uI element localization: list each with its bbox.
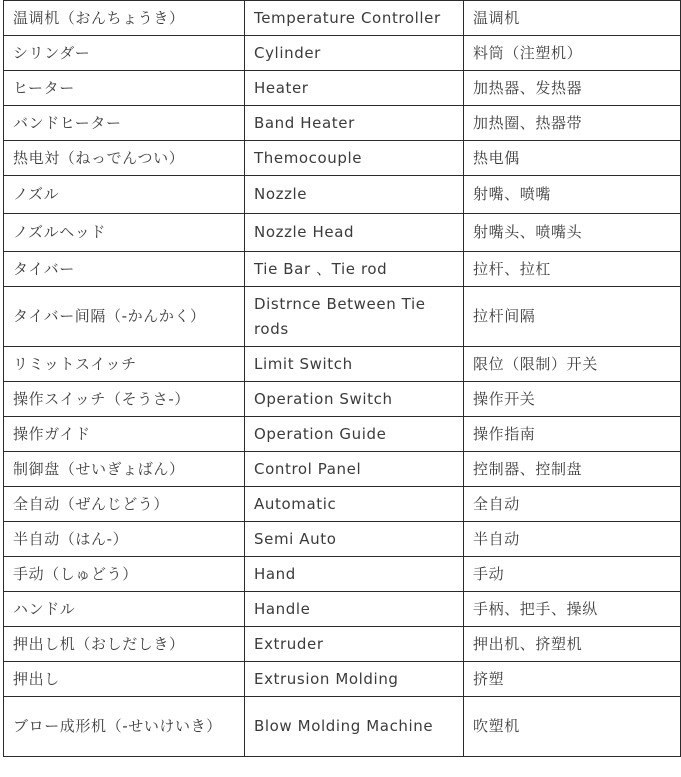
table-row <box>4 557 681 592</box>
chinese-term: 操作开关 <box>464 382 681 417</box>
english-term: Extruder <box>245 627 464 662</box>
english-term: Hand <box>245 557 464 592</box>
chinese-term: 全自动 <box>464 487 681 522</box>
japanese-term: タイバー <box>4 252 245 287</box>
chinese-term: 射嘴、喷嘴 <box>464 176 681 214</box>
japanese-term: 押出し <box>4 662 245 697</box>
english-term: Band Heater <box>245 106 464 141</box>
english-term: Nozzle Head <box>245 214 464 252</box>
table-row <box>4 347 681 382</box>
english-term: Cylinder <box>245 36 464 71</box>
japanese-term: ブロー成形机（-せいけいき） <box>4 697 245 757</box>
japanese-term: 操作スイッチ（そうさ-） <box>4 382 245 417</box>
japanese-term: 热电対（ねっでんつい） <box>4 141 245 176</box>
glossary-body <box>4 1 681 757</box>
chinese-term: 挤塑 <box>464 662 681 697</box>
japanese-term: ヒーター <box>4 71 245 106</box>
japanese-term: 押出し机（おしだしき） <box>4 627 245 662</box>
english-term: Tie Bar 、Tie rod <box>245 252 464 287</box>
table-row <box>4 214 681 252</box>
table-row <box>4 176 681 214</box>
table-row <box>4 71 681 106</box>
chinese-term: 加热圈、热器带 <box>464 106 681 141</box>
japanese-term: シリンダー <box>4 36 245 71</box>
chinese-term: 拉杆、拉杠 <box>464 252 681 287</box>
table-row <box>4 252 681 287</box>
english-term: Handle <box>245 592 464 627</box>
japanese-term: バンドヒーター <box>4 106 245 141</box>
english-term: Operation Switch <box>245 382 464 417</box>
chinese-term: 料筒（注塑机） <box>464 36 681 71</box>
english-term: Nozzle <box>245 176 464 214</box>
table-row <box>4 522 681 557</box>
glossary-table <box>3 0 681 757</box>
japanese-term: リミットスイッチ <box>4 347 245 382</box>
chinese-term: 热电偶 <box>464 141 681 176</box>
english-term: Themocouple <box>245 141 464 176</box>
english-term: Limit Switch <box>245 347 464 382</box>
table-row <box>4 287 681 347</box>
english-term: Semi Auto <box>245 522 464 557</box>
table-row <box>4 592 681 627</box>
japanese-term: 温调机（おんちょうき） <box>4 1 245 36</box>
table-row <box>4 417 681 452</box>
chinese-term: 手柄、把手、操纵 <box>464 592 681 627</box>
english-term: Temperature Controller <box>245 1 464 36</box>
japanese-term: 半自动（はん-） <box>4 522 245 557</box>
japanese-term: 手动（しゅどう） <box>4 557 245 592</box>
table-row <box>4 1 681 36</box>
chinese-term: 加热器、发热器 <box>464 71 681 106</box>
chinese-term: 温调机 <box>464 1 681 36</box>
chinese-term: 操作指南 <box>464 417 681 452</box>
english-term: Automatic <box>245 487 464 522</box>
japanese-term: ノズルヘッド <box>4 214 245 252</box>
table-row <box>4 487 681 522</box>
chinese-term: 手动 <box>464 557 681 592</box>
chinese-term: 限位（限制）开关 <box>464 347 681 382</box>
chinese-term: 控制器、控制盘 <box>464 452 681 487</box>
table-row <box>4 141 681 176</box>
table-row <box>4 36 681 71</box>
table-row <box>4 452 681 487</box>
chinese-term: 押出机、挤塑机 <box>464 627 681 662</box>
table-row <box>4 627 681 662</box>
chinese-term: 吹塑机 <box>464 697 681 757</box>
english-term: Extrusion Molding <box>245 662 464 697</box>
chinese-term: 射嘴头、喷嘴头 <box>464 214 681 252</box>
table-row <box>4 662 681 697</box>
english-term: Distrnce Between Tie rods <box>245 287 464 347</box>
english-term: Operation Guide <box>245 417 464 452</box>
japanese-term: ハンドル <box>4 592 245 627</box>
english-term: Control Panel <box>245 452 464 487</box>
english-term: Blow Molding Machine <box>245 697 464 757</box>
table-row <box>4 697 681 757</box>
japanese-term: 操作ガイド <box>4 417 245 452</box>
japanese-term: 全自动（ぜんじどう） <box>4 487 245 522</box>
table-row <box>4 382 681 417</box>
japanese-term: タイバー间隔（-かんかく） <box>4 287 245 347</box>
japanese-term: 制御盘（せいぎょばん） <box>4 452 245 487</box>
table-row <box>4 106 681 141</box>
english-term: Heater <box>245 71 464 106</box>
japanese-term: ノズル <box>4 176 245 214</box>
chinese-term: 半自动 <box>464 522 681 557</box>
chinese-term: 拉杆间隔 <box>464 287 681 347</box>
